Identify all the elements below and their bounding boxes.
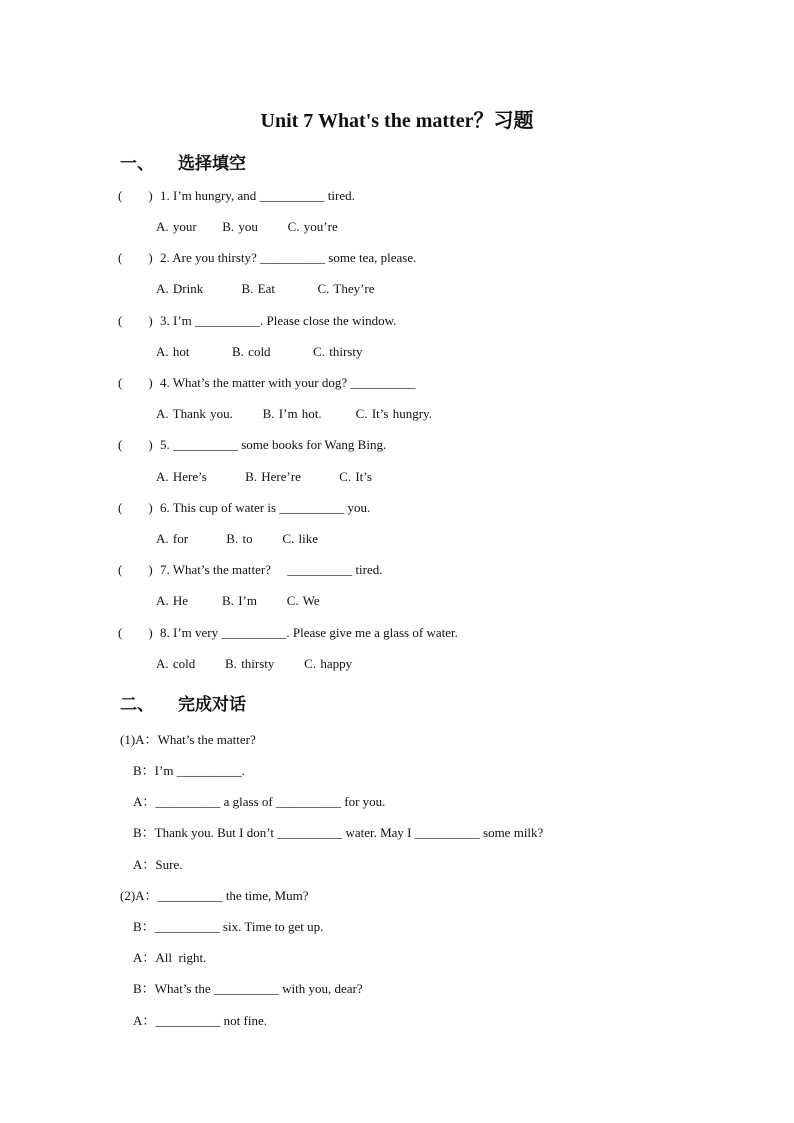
question-text: 8. I’m very __________. Please give me a glass of water. [160, 625, 458, 640]
question-6-options: A. for B. to C. like [156, 531, 318, 546]
answer-blank[interactable]: ( ) [118, 437, 153, 452]
dialogue-text[interactable]: __________ six. Time to get up. [154, 919, 324, 934]
section-1-title: 选择填空 [178, 154, 246, 173]
dialogue-2-line-5 [133, 1010, 267, 1029]
answer-blank[interactable]: ( ) [118, 188, 153, 203]
dialogue-1-line-2 [133, 760, 245, 779]
question-4 [118, 375, 415, 391]
dialogue-text[interactable]: What’s the __________ with you, dear? [154, 981, 363, 996]
question-1 [118, 188, 355, 204]
dialogue-text[interactable]: __________ the time, Mum? [157, 888, 309, 903]
question-text: 7. What’s the matter? __________ tired. [160, 562, 383, 577]
dialogue-text: All right. [155, 950, 207, 965]
question-text: 6. This cup of water is __________ you. [160, 500, 371, 515]
section-2-number: 二、 [120, 695, 154, 714]
dialogue-text[interactable]: __________ not fine. [155, 1013, 267, 1028]
page-title: Unit 7 What's the matter？习题 [260, 110, 534, 132]
dialogue-1-line-3 [133, 791, 385, 810]
question-text: 2. Are you thirsty? __________ some tea, please. [160, 250, 417, 265]
dialogue-1-line-5 [133, 854, 182, 873]
dialogue-text: Sure. [155, 857, 183, 872]
question-3 [118, 313, 396, 329]
dialogue-2-line-4 [133, 978, 363, 997]
answer-blank[interactable]: ( ) [118, 562, 153, 577]
question-text: 1. I’m hungry, and __________ tired. [160, 188, 355, 203]
speaker: A： [133, 857, 156, 872]
question-3-options: A. hot B. cold C. thirsty [156, 344, 363, 359]
section-2-title: 完成对话 [178, 695, 246, 714]
speaker: A： [133, 794, 156, 809]
dialogue-2-line-3 [133, 947, 206, 966]
dialogue-2-line-1 [120, 885, 309, 904]
question-text: 5. __________ some books for Wang Bing. [160, 437, 387, 452]
speaker: A： [133, 1013, 156, 1028]
dialogue-label: (2) [120, 888, 136, 903]
question-2-options: A. Drink B. Eat C. They’re [156, 281, 375, 296]
dialogue-text[interactable]: Thank you. But I don’t __________ water. May I __________ some milk? [154, 825, 544, 840]
question-5-options: A. Here’s B. Here’re C. It’s [156, 469, 372, 484]
question-text: 4. What’s the matter with your dog? __________ [160, 375, 416, 390]
dialogue-1-line-4 [133, 822, 543, 841]
speaker: B： [133, 825, 155, 840]
question-7 [118, 562, 383, 578]
dialogue-text[interactable]: I’m __________. [154, 763, 245, 778]
question-2 [118, 250, 416, 266]
speaker: B： [133, 919, 155, 934]
dialogue-text[interactable]: __________ a glass of __________ for you. [155, 794, 386, 809]
question-7-options: A. He B. I’m C. We [156, 593, 320, 608]
speaker: A： [135, 732, 158, 747]
dialogue-text: What’s the matter? [157, 732, 256, 747]
section-2-heading [120, 690, 246, 715]
speaker: B： [133, 763, 155, 778]
dialogue-2-line-2 [133, 916, 323, 935]
answer-blank[interactable]: ( ) [118, 625, 153, 640]
question-5 [118, 437, 386, 453]
dialogue-label: (1) [120, 732, 136, 747]
question-1-options: A. your B. you C. you’re [156, 219, 338, 234]
section-1-heading [120, 149, 246, 174]
answer-blank[interactable]: ( ) [118, 250, 153, 265]
question-6 [118, 500, 370, 516]
answer-blank[interactable]: ( ) [118, 500, 153, 515]
dialogue-1-line-1 [120, 729, 256, 748]
question-8-options: A. cold B. thirsty C. happy [156, 656, 353, 671]
answer-blank[interactable]: ( ) [118, 313, 153, 328]
question-text: 3. I’m __________. Please close the window. [160, 313, 397, 328]
speaker: A： [135, 888, 158, 903]
speaker: B： [133, 981, 155, 996]
question-8 [118, 625, 458, 641]
speaker: A： [133, 950, 156, 965]
question-4-options: A. Thank you. B. I’m hot. C. It’s hungry. [156, 406, 432, 421]
answer-blank[interactable]: ( ) [118, 375, 153, 390]
section-1-number: 一、 [120, 154, 154, 173]
